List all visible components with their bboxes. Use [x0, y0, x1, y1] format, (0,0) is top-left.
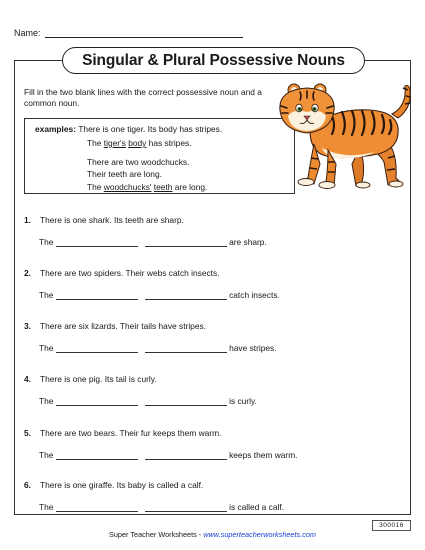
blank-noun-4[interactable]: [145, 397, 227, 406]
examples-line-3: There are two woodchucks.: [87, 157, 190, 167]
examples-line-1: examples: There is one tiger. Its body has stripes.: [35, 124, 223, 134]
examples-box: [24, 118, 295, 194]
blank-noun-2[interactable]: [145, 291, 227, 300]
blank-possessive-3[interactable]: [56, 344, 138, 353]
examples-label: examples: [35, 124, 74, 134]
question-6: 6. There is one giraffe. Its baby is called a calf.: [24, 480, 204, 490]
examples-line-2: The tiger's body has stripes.: [87, 138, 192, 148]
tiger-illustration: [270, 78, 416, 190]
blank-possessive-6[interactable]: [56, 503, 138, 512]
blank-noun-1[interactable]: [145, 238, 227, 247]
blank-possessive-2[interactable]: [56, 291, 138, 300]
question-1: 1. There is one shark. Its teeth are sharp.: [24, 215, 184, 225]
answer-row-2: The catch insects.: [39, 290, 280, 300]
blank-possessive-1[interactable]: [56, 238, 138, 247]
question-3: 3. There are six lizards. Their tails have stripes.: [24, 321, 207, 331]
blank-possessive-4[interactable]: [56, 397, 138, 406]
answer-row-3: The have stripes.: [39, 343, 277, 353]
question-4: 4. There is one pig. Its tail is curly.: [24, 374, 157, 384]
examples-line-4: Their teeth are long.: [87, 169, 162, 179]
answer-row-4: The is curly.: [39, 396, 257, 406]
name-label: Name:: [14, 28, 41, 38]
answer-row-5: The keeps them warm.: [39, 450, 298, 460]
instructions: Fill in the two blank lines with the correct possessive noun and a common noun.: [24, 87, 262, 108]
footer: [0, 530, 425, 539]
blank-noun-5[interactable]: [145, 451, 227, 460]
name-field[interactable]: [45, 28, 243, 38]
worksheet-code: 300016: [372, 520, 411, 531]
blank-noun-3[interactable]: [145, 344, 227, 353]
examples-line-5: The woodchucks' teeth are long.: [87, 182, 208, 192]
blank-noun-6[interactable]: [145, 503, 227, 512]
page-title: Singular & Plural Possessive Nouns: [62, 47, 365, 74]
question-2: 2. There are two spiders. Their webs catch insects.: [24, 268, 220, 278]
footer-link[interactable]: www.superteacherworksheets.com: [203, 530, 316, 539]
question-5: 5. There are two bears. Their fur keeps them warm.: [24, 428, 222, 438]
blank-possessive-5[interactable]: [56, 451, 138, 460]
answer-row-6: The is called a calf.: [39, 502, 285, 512]
name-row: [14, 28, 243, 38]
footer-brand: Super Teacher Worksheets -: [109, 530, 204, 539]
answer-row-1: The are sharp.: [39, 237, 267, 247]
